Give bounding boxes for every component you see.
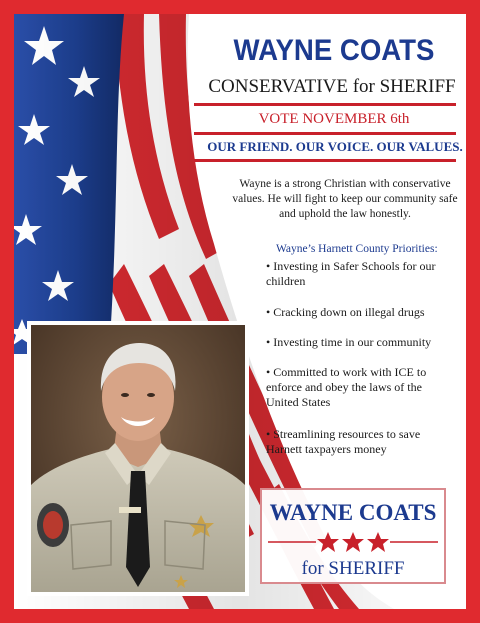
candidate-photo-frame: [27, 321, 249, 596]
priority-item: [266, 335, 466, 350]
intro-line: values. He will fight to keep our community safe: [232, 193, 458, 205]
intro-paragraph: [232, 177, 458, 222]
priority-line: • Investing in Safer Schools for our: [266, 259, 436, 273]
priority-line: United States: [266, 395, 331, 409]
flyer-inner: [14, 14, 466, 609]
logo-stars: [262, 530, 444, 559]
vote-date: VOTE NOVEMBER 6th: [258, 111, 410, 127]
stars-divider-icon: [262, 530, 444, 554]
candidate-portrait-icon: [31, 325, 245, 592]
priority-line: • Streamlining resources to save: [266, 427, 421, 441]
priority-line: Harnett taxpayers money: [266, 442, 387, 456]
divider-bottom: [194, 159, 456, 162]
priority-item: [266, 365, 466, 410]
priority-line: children: [266, 274, 306, 288]
priority-item: [266, 305, 466, 320]
priorities-heading: Wayne’s Harnett County Priorities:: [276, 243, 438, 255]
priority-item: [266, 259, 466, 289]
campaign-logo-box: [260, 488, 446, 584]
priority-item: [266, 427, 466, 457]
logo-for-sheriff: for SHERIFF: [301, 558, 405, 579]
candidate-name-heading: WAYNE COATS: [233, 34, 435, 67]
intro-line: Wayne is a strong Christian with conservative: [239, 178, 451, 190]
campaign-tagline: OUR FRIEND. OUR VOICE. OUR VALUES.: [207, 139, 463, 154]
logo-name: WAYNE COATS: [269, 500, 437, 525]
priority-line: • Committed to work with ICE to: [266, 365, 427, 379]
priority-line: • Cracking down on illegal drugs: [266, 305, 425, 319]
priority-line: enforce and obey the laws of the: [266, 380, 422, 394]
candidate-subtitle: CONSERVATIVE for SHERIFF: [208, 76, 456, 97]
intro-line: and uphold the law honestly.: [279, 208, 411, 220]
divider-top: [194, 103, 456, 106]
priority-line: • Investing time in our community: [266, 335, 432, 349]
divider-middle: [194, 132, 456, 135]
